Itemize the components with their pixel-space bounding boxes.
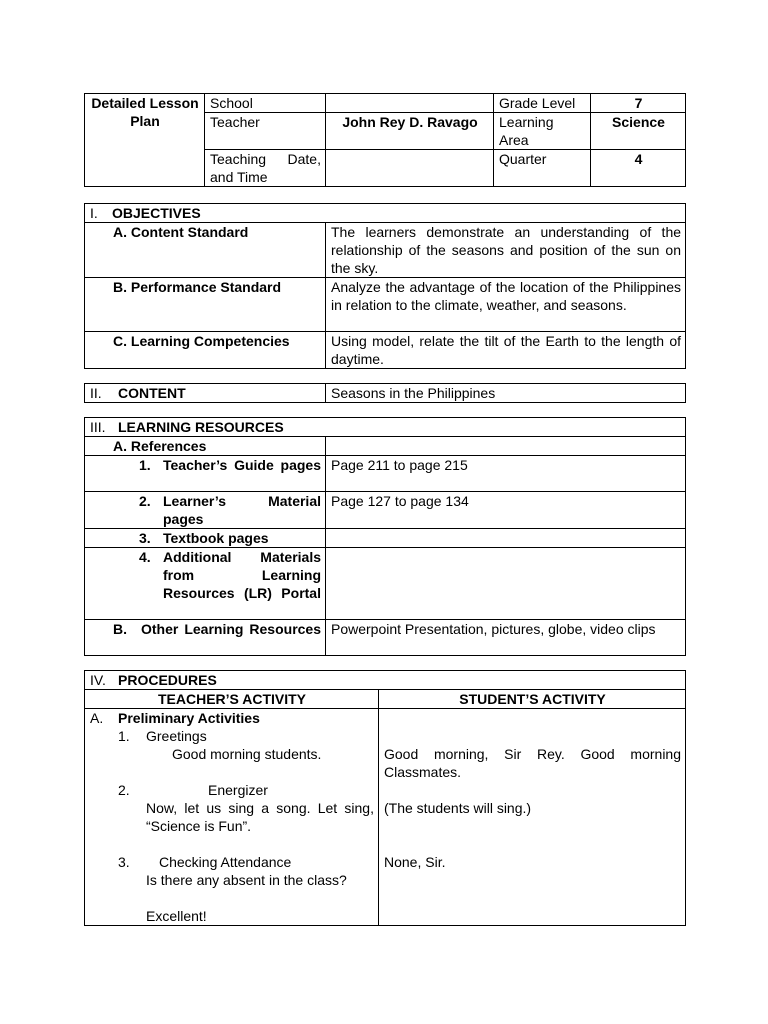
additional-materials-num: 4. [139,549,151,565]
teachers-guide-value: Page 211 to page 215 [326,456,686,492]
grade-label: Grade Level [494,94,591,113]
competencies-value: Using model, relate the tilt of the Earth to the length of daytime. [326,332,686,369]
teachers-guide-row [85,456,326,492]
student-activity-cell [379,709,686,926]
learners-material-num: 2. [139,493,151,509]
date-label: Teaching Date, and Time [205,150,326,187]
teacher-activity-header: TEACHER’S ACTIVITY [85,690,379,709]
additional-materials-label: Additional Materials from Learning Resources (LR) Portal [163,549,321,601]
performance-standard-label: B. Performance Standard [85,278,326,332]
resources-heading [85,418,686,437]
area-value: Science [591,113,686,150]
textbook-num: 3. [139,530,151,546]
procedures-title: PROCEDURES [118,672,217,688]
objectives-num: I. [90,205,98,221]
prelim-label: Preliminary Activities [118,710,260,726]
other-resources-row [85,620,326,656]
references-value [326,437,686,456]
other-resources-num: B. [113,621,127,637]
content-heading [85,384,326,403]
prelim-heading [90,709,374,727]
teacher-label: Teacher [205,113,326,150]
excellent-text: Excellent! [146,908,207,924]
greetings-num: 1. [118,728,130,744]
greetings-label: Greetings [146,728,207,744]
content-num: II. [90,385,102,401]
objectives-table [84,203,686,369]
performance-standard-value: Analyze the advantage of the location of the Philippines in relation to the climate, weather, and seasons. [326,278,686,332]
energizer-student-text: (The students will sing.) [384,800,532,816]
textbook-label: Textbook pages [163,530,269,546]
header-table [84,93,686,187]
procedures-num: IV. [90,672,106,688]
attendance-label: Checking Attendance [159,854,292,870]
greetings-student-text: Good morning, Sir Rey. Good morning Classmates. [384,746,682,780]
learners-material-label: Learner’s Material pages [163,493,321,527]
teacher-value: John Rey D. Ravago [326,113,494,150]
learners-material-row [85,492,326,529]
other-resources-value: Powerpoint Presentation, pictures, globe, video clips [326,620,686,656]
competencies-label: C. Learning Competencies [85,332,326,369]
greetings-teacher-text: Good morning students. [172,746,322,762]
attendance-teacher-text: Is there any absent in the class? [146,872,347,888]
content-value: Seasons in the Philippines [326,384,686,403]
energizer-heading [90,781,374,799]
content-table [84,383,686,403]
content-standard-label: A. Content Standard [85,223,326,278]
attendance-num: 3. [118,854,130,870]
quarter-label: Quarter [494,150,591,187]
procedures-heading [85,671,686,690]
additional-materials-row [85,548,326,620]
objectives-title: OBJECTIVES [112,205,201,221]
objectives-heading [85,204,686,223]
school-label: School [205,94,326,113]
attendance-heading [90,853,374,871]
dlp-title: Detailed Lesson Plan [85,94,205,187]
student-activity-header: STUDENT’S ACTIVITY [379,690,686,709]
textbook-value [326,529,686,548]
area-label: Learning Area [494,113,591,150]
resources-title: LEARNING RESOURCES [118,419,284,435]
learners-material-value: Page 127 to page 134 [326,492,686,529]
energizer-label: Energizer [208,782,268,798]
attendance-student-text: None, Sir. [384,854,446,870]
grade-value: 7 [591,94,686,113]
references-label: A. References [85,437,326,456]
textbook-row [85,529,326,548]
resources-num: III. [90,419,106,435]
content-standard-value: The learners demonstrate an understanding of the relationship of the seasons and position of the sun on the sky. [326,223,686,278]
teachers-guide-label: Teacher’s Guide pages [163,457,321,473]
resources-table [84,417,686,656]
energizer-num: 2. [118,782,130,798]
additional-materials-value [326,548,686,620]
other-resources-label: Other Learning Resources [141,621,321,637]
content-title: CONTENT [118,385,186,401]
date-value [326,150,494,187]
greetings-heading [90,727,374,745]
procedures-table [84,670,686,926]
quarter-value: 4 [591,150,686,187]
teachers-guide-num: 1. [139,457,151,473]
prelim-num: A. [90,710,104,726]
teacher-activity-cell [85,709,379,926]
school-value [326,94,494,113]
energizer-teacher-text: Now, let us sing a song. Let sing, “Science is Fun”. [146,800,374,834]
